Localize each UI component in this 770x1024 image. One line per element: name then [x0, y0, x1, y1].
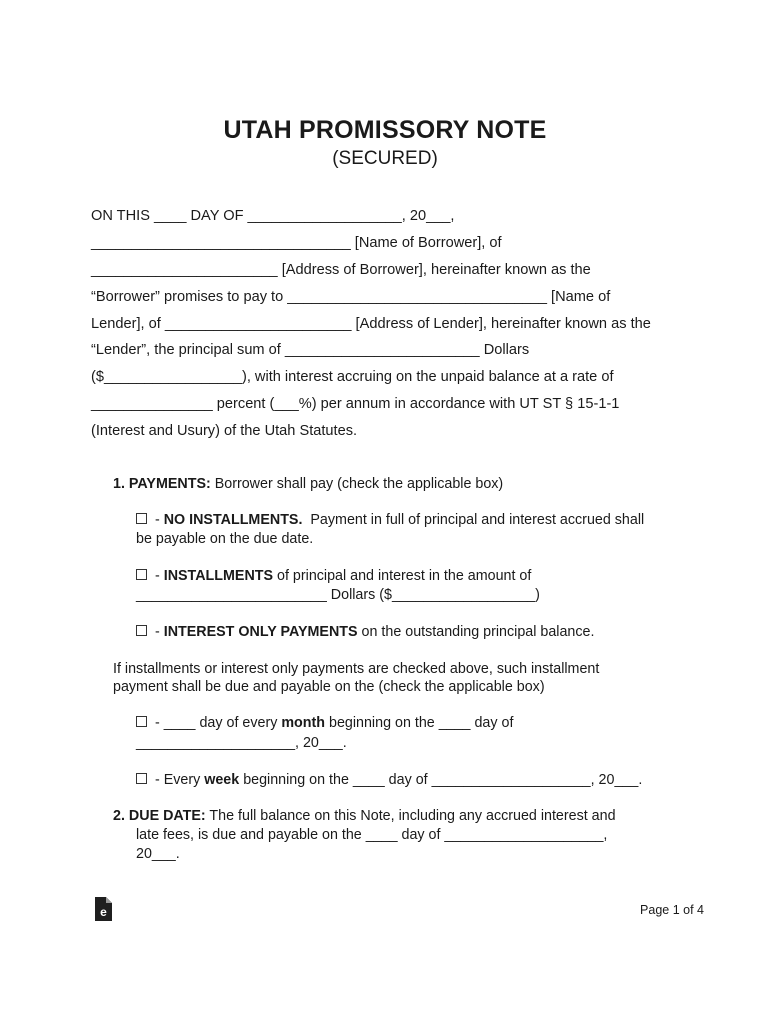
intro-line: _______________________ [Address of Borrower], hereinafter known as the	[91, 262, 591, 278]
section-number: 2.	[113, 808, 125, 824]
section-heading: DUE DATE:	[128, 808, 206, 824]
checkbox-weekly[interactable]	[136, 773, 147, 784]
section-2-heading	[113, 807, 616, 826]
option-text-line: be payable on the due date.	[136, 531, 314, 547]
document-title: UTAH PROMISSORY NOTE	[223, 116, 547, 144]
option-no-installments: - NO INSTALLMENTS. Payment in full of principal and interest accrued shall	[136, 511, 644, 530]
section-heading: PAYMENTS:	[128, 476, 211, 492]
intro-line: _______________ percent (___%) per annum in accordance with UT ST § 15-1-1	[91, 396, 620, 412]
document-e-logo-icon	[95, 897, 112, 921]
intro-line: ________________________________ [Name of Borrower], of	[91, 235, 502, 251]
intro-line: ON THIS ____ DAY OF ___________________, 20___,	[91, 208, 455, 224]
section-text-line: late fees, is due and payable on the ____ day of ____________________,	[136, 827, 608, 843]
option-installments: - INSTALLMENTS of principal and interest in the amount of	[136, 567, 531, 586]
intro-line: (Interest and Usury) of the Utah Statutes.	[91, 423, 358, 439]
option-monthly: - ____ day of every month beginning on the ____ day of	[136, 714, 513, 733]
option-interest-only: - INTEREST ONLY PAYMENTS on the outstanding principal balance.	[136, 623, 594, 642]
checkbox-monthly[interactable]	[136, 716, 147, 727]
schedule-note-line: payment shall be due and payable on the (check the applicable box)	[113, 679, 545, 695]
checkbox-interest-only[interactable]	[136, 625, 147, 636]
option-weekly: - Every week beginning on the ____ day of ____________________, 20___.	[136, 771, 642, 790]
section-number: 1.	[113, 476, 125, 492]
document-subtitle: (SECURED)	[332, 148, 438, 169]
option-text-line: ________________________ Dollars ($__________________)	[136, 587, 540, 603]
option-text-line: ____________________, 20___.	[136, 735, 347, 751]
intro-line: ($_________________), with interest accruing on the unpaid balance at a rate of	[91, 369, 614, 385]
schedule-note-line: If installments or interest only payments are checked above, such installment	[113, 661, 600, 677]
section-text: Borrower shall pay (check the applicable box)	[210, 476, 504, 492]
intro-line: “Lender”, the principal sum of ________________________ Dollars	[91, 342, 530, 358]
checkbox-no-installments[interactable]	[136, 513, 147, 524]
svg-text:e: e	[100, 905, 107, 919]
page-number: Page 1 of 4	[640, 903, 704, 917]
checkbox-installments[interactable]	[136, 569, 147, 580]
section-text-line: 20___.	[136, 846, 180, 862]
intro-line: “Borrower” promises to pay to ________________________________ [Name of	[91, 289, 611, 305]
intro-line: Lender], of _______________________ [Address of Lender], hereinafter known as the	[91, 316, 651, 332]
section-text: The full balance on this Note, including any accrued interest and	[205, 808, 616, 824]
section-1-heading	[113, 475, 503, 494]
